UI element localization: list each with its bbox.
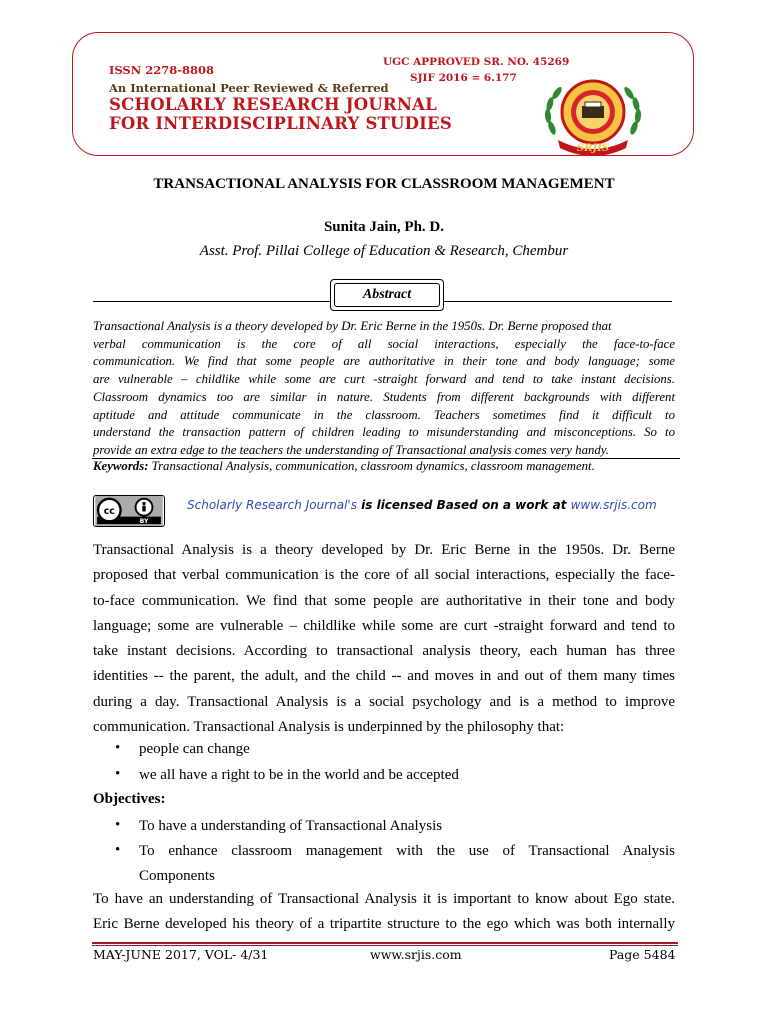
paragraph-line: language; some are vulnerable – childlike while some are curt -straight forward and tend to xyxy=(93,617,675,634)
svg-text:cc: cc xyxy=(103,505,115,517)
objective-item: To enhance classroom management with the use of Transactional Analysis xyxy=(139,843,675,859)
issn-text: ISSN 2278-8808 xyxy=(109,63,215,77)
footer-issue: MAY-JUNE 2017, VOL- 4/31 xyxy=(93,947,269,962)
journal-title-line2: FOR INTERDISCIPLINARY STUDIES xyxy=(109,114,452,133)
paragraph-line: proposed that verbal communication is the core of all social interactions, especially the face- xyxy=(93,567,675,584)
abstract-rule-left xyxy=(93,301,330,302)
footer-site: www.srjis.com xyxy=(370,947,462,962)
journal-banner xyxy=(72,32,694,156)
bullet-icon: • xyxy=(115,740,121,756)
paragraph-line: communication. Transactional Analysis is underpinned by the philosophy that: xyxy=(93,719,565,736)
bullet-icon: • xyxy=(115,766,121,782)
ugc-approval-text: UGC APPROVED SR. NO. 45269 xyxy=(383,56,570,68)
paragraph-line: take instant decisions. According to transactional analysis theory, each human has three xyxy=(93,643,675,660)
keywords xyxy=(93,459,683,474)
abstract-text xyxy=(93,318,675,460)
license-middle: is licensed Based on a work at xyxy=(356,498,571,512)
author-affiliation: Asst. Prof. Pillai College of Education & Research, Chembur xyxy=(199,243,569,259)
objective-item-continuation: Components xyxy=(139,868,215,884)
cc-by-label: BY xyxy=(139,518,149,526)
philosophy-item: people can change xyxy=(139,741,250,757)
abstract-heading: Abstract xyxy=(334,283,440,307)
abstract-line: Classroom dynamics too are similar in nature. Students from different backgrounds with different xyxy=(93,389,675,404)
sjif-text: SJIF 2016 = 6.177 xyxy=(410,72,517,84)
ego-state-paragraph xyxy=(93,887,675,938)
footer-rule-thin xyxy=(92,945,678,946)
bullet-icon: • xyxy=(115,817,121,833)
intro-paragraph xyxy=(93,538,675,740)
paragraph-line: To have an understanding of Transactional Analysis it is important to know about Ego state. xyxy=(93,891,675,907)
journal-title-line1: SCHOLARLY RESEARCH JOURNAL xyxy=(109,95,437,114)
footer-rule xyxy=(92,942,678,944)
paragraph-line: to-face communication. We find that some people are authoritative in their tone and body xyxy=(93,592,675,609)
keywords-list: Transactional Analysis, communication, classroom dynamics, classroom management. xyxy=(148,459,595,473)
paper-title: TRANSACTIONAL ANALYSIS FOR CLASSROOM MANAGEMENT xyxy=(153,176,615,192)
paragraph-line: during a day. Transactional Analysis is a social psychology and is a method to improve xyxy=(93,693,675,710)
keywords-label: Keywords: xyxy=(93,459,149,473)
abstract-line: provide an extra edge to the teachers the understanding of Transactional analysis comes very handy. xyxy=(93,442,609,457)
peer-review-text: An International Peer Reviewed & Referred xyxy=(109,81,389,95)
abstract-line: Transactional Analysis is a theory developed by Dr. Eric Berne in the 1950s. Dr. Berne proposed that xyxy=(93,319,612,333)
paragraph-line: identities -- the parent, the adult, and the child -- and moves in and out of them many times xyxy=(93,668,675,685)
abstract-heading-box xyxy=(330,279,444,311)
abstract-line: are vulnerable – childlike while some are curt -straight forward and tend to take instant decisions. xyxy=(93,372,675,387)
abstract-line: aptitude and attitude communicate in the classroom. Teachers sometimes find it difficult to xyxy=(93,407,675,422)
abstract-rule-right xyxy=(444,301,672,302)
paragraph-line: Eric Berne developed his theory of a tripartite structure to the ego which was both internally xyxy=(93,916,675,933)
license-text xyxy=(187,498,657,512)
bullet-icon: • xyxy=(115,842,121,858)
license-journal: Scholarly Research Journal's xyxy=(187,498,357,512)
license-site-link[interactable]: www.srjis.com xyxy=(570,498,657,512)
abstract-line: verbal communication is the core of all social interactions, especially the face-to-face xyxy=(93,336,675,351)
objectives-heading: Objectives: xyxy=(93,791,166,807)
logo-text: SRJIS xyxy=(576,143,610,154)
philosophy-item: we all have a right to be in the world and be accepted xyxy=(139,767,459,783)
abstract-line: understand the transaction pattern of children leading to misunderstanding and misconceptions. So to xyxy=(93,425,675,440)
author-name: Sunita Jain, Ph. D. xyxy=(323,219,445,235)
footer-page-number: Page 5484 xyxy=(609,947,676,962)
abstract-line: communication. We find that some people are authoritative in their tone and body language; some xyxy=(93,354,675,369)
srjis-logo xyxy=(538,76,648,156)
cc-by-icon[interactable] xyxy=(93,495,165,527)
paragraph-line: Transactional Analysis is a theory developed by Dr. Eric Berne in the 1950s. Dr. Berne xyxy=(93,542,675,558)
objective-item: To have a understanding of Transactional Analysis xyxy=(139,818,443,834)
